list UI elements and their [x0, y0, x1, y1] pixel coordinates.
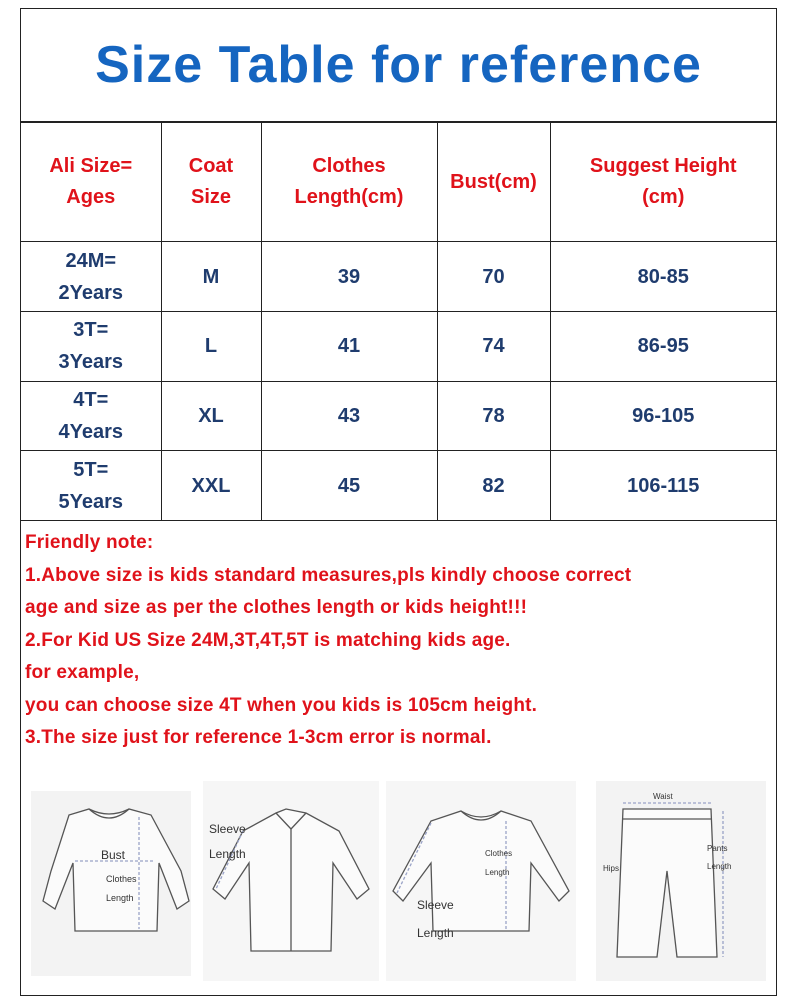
cell-coat-size: L [161, 311, 261, 381]
header-coat-size: Coat Size [161, 123, 261, 242]
cell-bust: 78 [437, 381, 550, 451]
page-title: Size Table for reference [95, 36, 702, 94]
table-row [21, 311, 776, 381]
pants-hips-label: Hips [603, 864, 620, 873]
sweater-length-label-2: Length [106, 893, 134, 903]
note-line: 3.The size just for reference 1-3cm error is normal. [25, 727, 492, 748]
shirt-sleeve-label: Sleeve [209, 822, 246, 836]
raglan-length-label-2: Length [485, 868, 510, 877]
table-row [21, 242, 776, 312]
cell-height: 86-95 [550, 311, 776, 381]
cell-length: 43 [261, 381, 437, 451]
shirt-sleeve-label-2: Length [209, 847, 246, 861]
cell-height: 106-115 [550, 451, 776, 521]
measurement-diagrams [31, 781, 766, 981]
raglan-sleeve-label: Sleeve [417, 898, 454, 912]
cell-coat-size: XXL [161, 451, 261, 521]
table-row [21, 451, 776, 521]
friendly-notes [25, 527, 775, 755]
cell-age: 3T= 3Years [21, 311, 161, 381]
cell-coat-size: M [161, 242, 261, 312]
cell-age: 4T= 4Years [21, 381, 161, 451]
raglan-sleeve-label-2: Length [417, 926, 454, 940]
cell-height: 96-105 [550, 381, 776, 451]
cell-age: 24M= 2Years [21, 242, 161, 312]
raglan-length-label: Clothes [485, 849, 513, 858]
note-line: 2.For Kid US Size 24M,3T,4T,5T is matching kids age. [25, 629, 511, 651]
cell-bust: 74 [437, 311, 550, 381]
header-bust: Bust(cm) [437, 123, 550, 242]
note-line: for example, [25, 662, 140, 683]
pants-length-label: Pants [707, 844, 728, 853]
pants-waist-label: Waist [653, 792, 673, 801]
header-ali-size: Ali Size= Ages [21, 123, 161, 242]
table-row [21, 381, 776, 451]
cell-bust: 70 [437, 242, 550, 312]
pants-length-label-2: Length [707, 862, 732, 871]
sweater-length-label: Clothes [106, 874, 137, 884]
note-line: you can choose size 4T when you kids is 105cm height. [25, 694, 538, 716]
note-line: age and size as per the clothes length or kids height!!! [25, 597, 528, 618]
cell-length: 45 [261, 451, 437, 521]
cell-bust: 82 [437, 451, 550, 521]
note-heading: Friendly note: [25, 532, 154, 553]
title-box [21, 9, 776, 122]
cell-height: 80-85 [550, 242, 776, 312]
size-table [21, 122, 776, 521]
table-header-row [21, 123, 776, 242]
sweater-bust-label: Bust [101, 848, 126, 862]
cell-age: 5T= 5Years [21, 451, 161, 521]
cell-length: 41 [261, 311, 437, 381]
cell-length: 39 [261, 242, 437, 312]
cell-coat-size: XL [161, 381, 261, 451]
header-suggest-height: Suggest Height (cm) [550, 123, 776, 242]
note-line: 1.Above size is kids standard measures,pls kindly choose correct [25, 564, 632, 586]
header-clothes-length: Clothes Length(cm) [261, 123, 437, 242]
size-chart-frame [20, 8, 777, 996]
